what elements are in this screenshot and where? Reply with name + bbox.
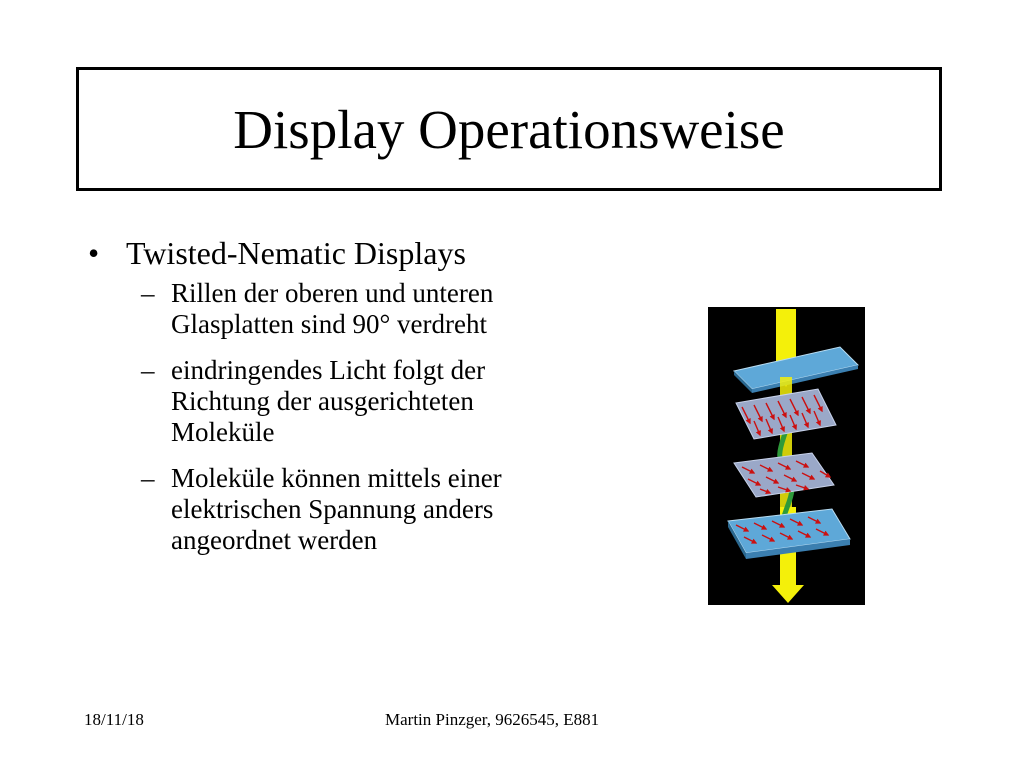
sub-bullet-item bbox=[88, 355, 648, 448]
sub-bullet-item bbox=[88, 463, 648, 556]
glass-plate bbox=[736, 389, 836, 439]
footer-date: 18/11/18 bbox=[84, 710, 144, 729]
sub-bullet-dash: – bbox=[141, 278, 155, 308]
footer-author: Martin Pinzger, 9626545, E881 bbox=[385, 710, 600, 729]
title-box bbox=[76, 67, 942, 191]
sub-bullet-text: Rillen der oberen und unteren Glasplatten sind 90° verdreht bbox=[171, 278, 494, 339]
bullet-list bbox=[88, 232, 648, 571]
slide-title: Display Operationsweise bbox=[233, 98, 785, 160]
bullet-text: Twisted-Nematic Displays bbox=[126, 235, 466, 271]
sub-bullet-list bbox=[88, 278, 648, 556]
sub-bullet-text: Moleküle können mittels einer elektrischen Spannung anders angeordnet werden bbox=[171, 463, 502, 555]
bullet-item bbox=[88, 232, 648, 274]
sub-bullet-dash: – bbox=[141, 355, 155, 385]
bullet-symbol: • bbox=[88, 235, 100, 271]
sub-bullet-text: eindringendes Licht folgt der Richtung der ausgerichteten Moleküle bbox=[171, 355, 486, 447]
sub-bullet-item bbox=[88, 278, 648, 340]
twisted-nematic-diagram bbox=[708, 307, 865, 605]
sub-bullet-dash: – bbox=[141, 463, 155, 493]
